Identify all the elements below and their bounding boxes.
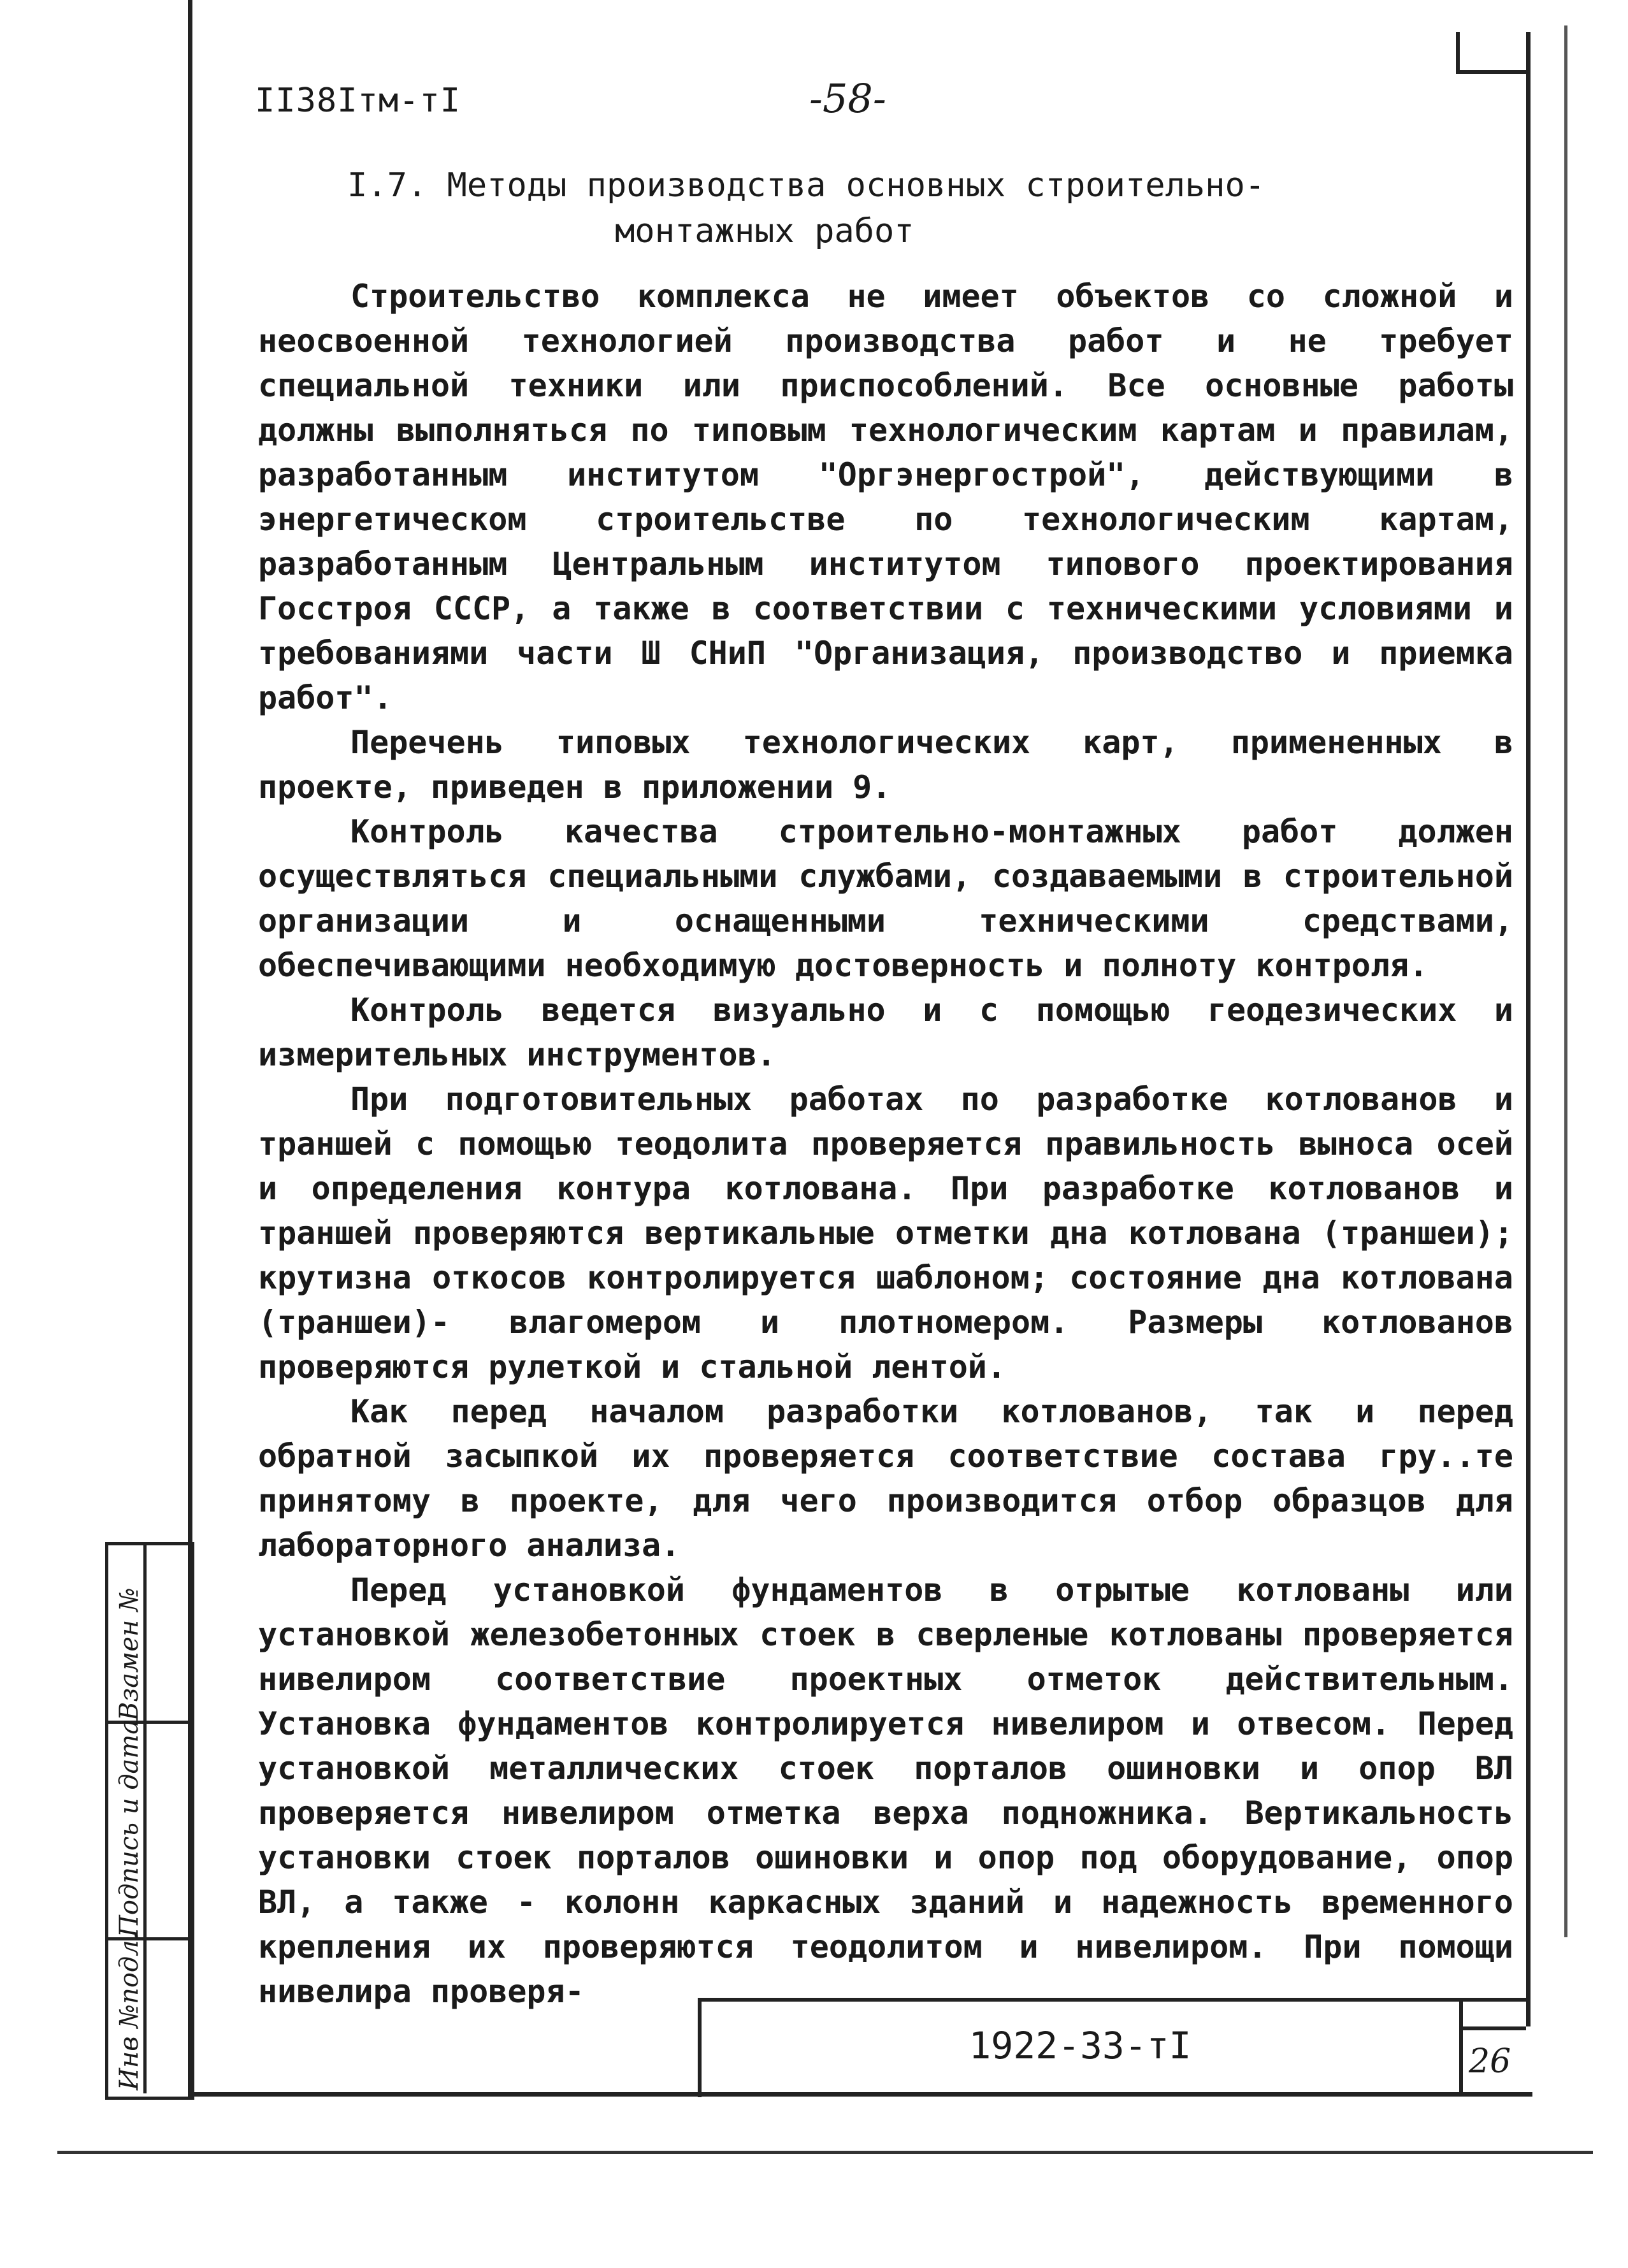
sheet-number: 26 [1469, 2042, 1511, 2081]
bottom-rule [57, 2151, 1593, 2154]
corner-mark [1456, 32, 1530, 74]
paragraph: Контроль качества строительно-монтажных работ должен осуществляться специальными службами, создаваемыми в строительной организации и оснащенными техническими средствами, обеспечивающими необходимую достоверность и полноту контроля. [258, 813, 1513, 984]
stamp-inv-label: Инв №подл. [115, 1932, 144, 2090]
section-title-line1: I.7. Методы производства основных строительно- [347, 166, 1265, 205]
section-title-line2: монтажных работ [615, 212, 914, 250]
stamp-sign-label: Подпись и дата [115, 1719, 144, 1937]
side-stamp-labels [115, 1587, 144, 2090]
paragraph: Строительство комплекса не имеет объектов со сложной и неосвоенной технологией производства работ и не требует специальной техники или приспособлений. Все основные работы должны выполняться по типовым технологическим картам и правилам, разработанным институтом "Оргэнергострой", действующими в энергетическом строительстве по технологическим картам, разработанным Центральным институтом типового проектирования Госстроя СССР, а также в соответствии с техническими условиями и требованиями части Ш СНиП "Организация, производство и приемка работ". [258, 278, 1513, 716]
paragraph: Перед установкой фундаментов в отрытые котлованы или установкой железобетонных стоек в сверленые котлованы проверяется нивелиром соответствие проектных отметок действительным. Установка фундаментов контролируется нивелиром и отвесом. Перед установкой металлических стоек порталов ошиновки и опор ВЛ проверяется нивелиром отметка верха подножника. Вертикальность установки стоек порталов ошиновки и опор под оборудование, опор ВЛ, а также - колонн каркасных зданий и надежность временного крепления их проверяются теодолитом и нивелиром. При помощи нивелира проверя- [258, 1571, 1513, 2010]
page-number: -58- [809, 75, 886, 122]
frame-outer-right-border [1564, 25, 1567, 1937]
frame-right-border [1526, 32, 1531, 2026]
section-heading [347, 163, 1494, 254]
paragraph: Контроль ведется визуально и с помощью геодезических и измерительных инструментов. [258, 992, 1513, 1073]
paragraph: Как перед началом разработки котлованов, так и перед обратной засыпкой их проверяется соответствие состава гру..те принятому в проекте, для чего производится отбор образцов для лабораторного анализа. [258, 1393, 1513, 1564]
paragraph: При подготовительных работах по разработке котлованов и траншей с помощью теодолита проверяется правильность выноса осей и определения контура котлована. При разработке котлованов и траншей проверяются вертикальные отметки дна котлована (траншеи); крутизна откосов контролируется шаблоном; состояние дна котлована (траншеи)- влагомером и плотномером. Размеры котлованов проверяются рулеткой и стальной лентой. [258, 1081, 1513, 1385]
document-header-code: II38Iтм-тI [255, 82, 461, 120]
body-text [258, 274, 1513, 2014]
stamp-replace-label: Взамен № [115, 1587, 144, 1721]
paragraph: Перечень типовых технологических карт, примененных в проекте, приведен в приложении 9. [258, 724, 1513, 805]
title-block-document-code: 1922-33-тI [969, 2024, 1192, 2067]
